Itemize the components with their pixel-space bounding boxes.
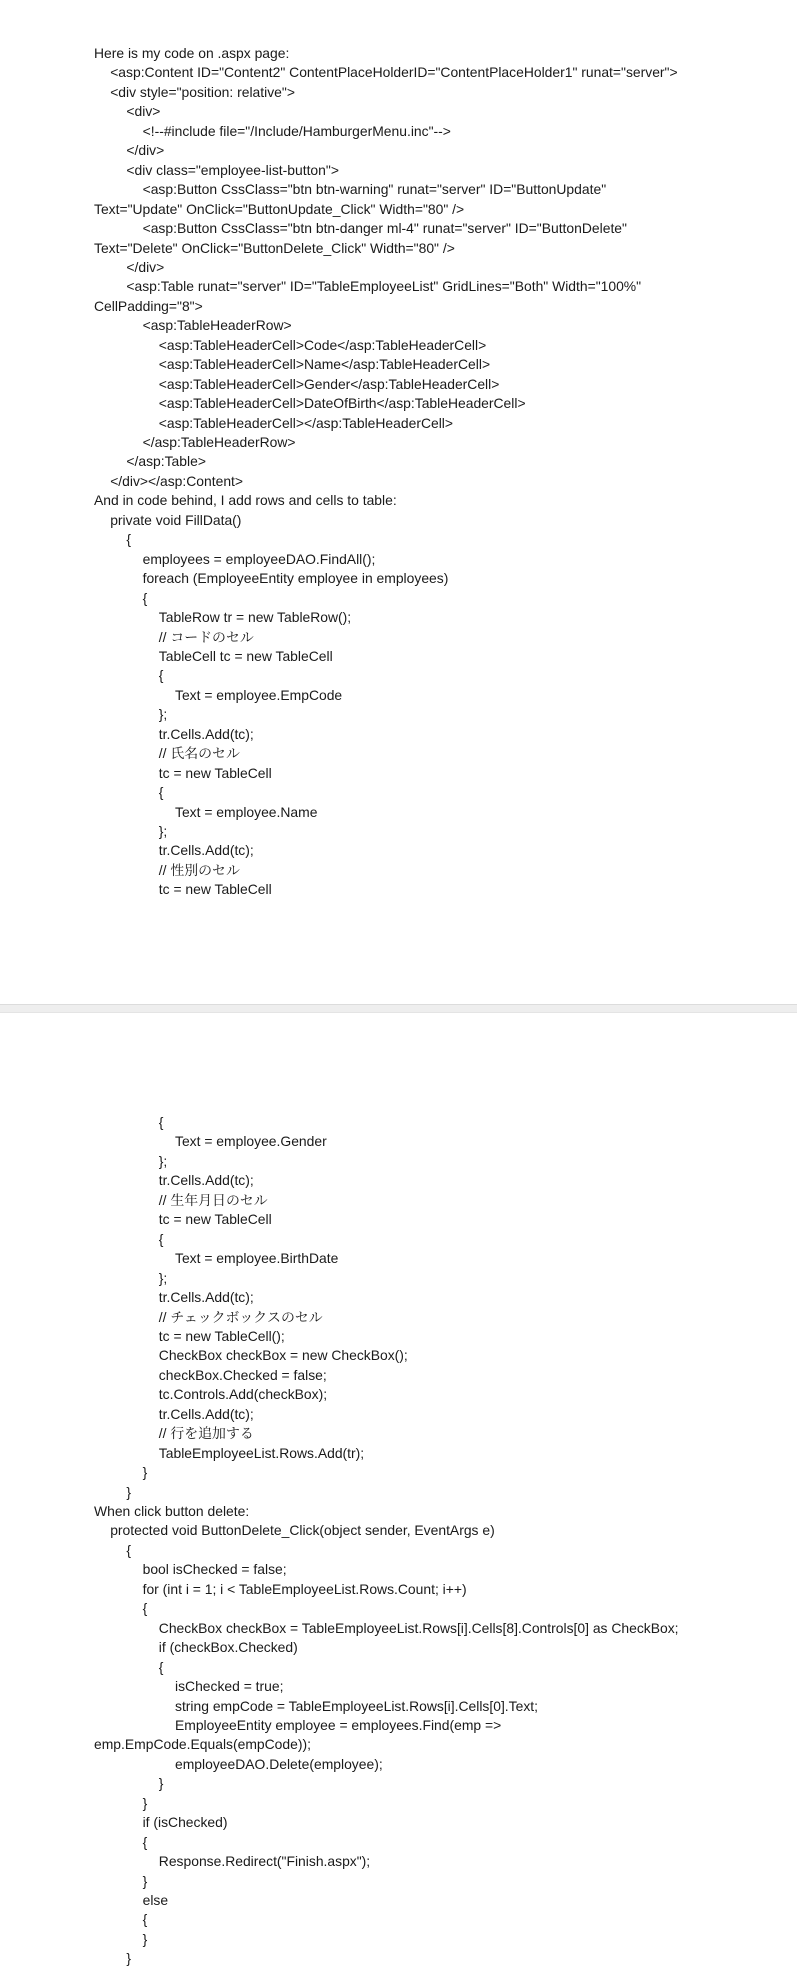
code-line: <asp:TableHeaderCell>DateOfBirth</asp:TableHeaderCell> [158,395,526,412]
code-line: emp.EmpCode.Equals(empCode)); [94,1736,311,1753]
code-line: isChecked = true; [175,1678,284,1695]
code-line: <div style="position: relative"> [110,83,295,100]
code-line: tr.Cells.Add(tc); [158,725,254,742]
code-line: Text = employee.Name [175,803,318,820]
code-line: Text = employee.Gender [175,1133,327,1150]
code-line: <asp:TableHeaderCell>Gender</asp:TableHeaderCell> [158,375,500,392]
code-line: string empCode = TableEmployeeList.Rows[i].Cells[0].Text; [175,1697,538,1714]
code-line: CheckBox checkBox = new CheckBox(); [158,1347,408,1364]
code-line: <asp:TableHeaderCell>Name</asp:TableHeaderCell> [158,356,491,373]
code-line: <asp:TableHeaderRow> [142,317,292,334]
code-line: // コードのセル [158,628,254,645]
code-line: </asp:Table> [126,453,206,470]
code-line: }; [158,823,168,839]
code-line: }; [158,1152,168,1169]
code-line: Text = employee.BirthDate [175,1250,339,1267]
code-line: <asp:TableHeaderCell>Code</asp:TableHeaderCell> [158,336,487,353]
document-page-2 [0,1013,797,1980]
code-line: { [158,784,164,801]
code-line: <div> [126,103,161,120]
page-divider [0,1004,797,1013]
code-line: { [126,531,132,548]
code-line: // 性別のセル [158,861,240,878]
code-line: foreach (EmployeeEntity employee in employees) [142,570,449,587]
code-line: else [142,1892,169,1908]
code-line: }; [158,706,168,723]
code-line: TableCell tc = new TableCell [158,647,333,664]
code-line: <asp:TableHeaderCell></asp:TableHeaderCell> [158,414,454,431]
code-line: <asp:Table runat="server" ID="TableEmployeeList" GridLines="Both" Width="100%" [126,278,642,295]
code-line: tc = new TableCell(); [158,1327,285,1344]
code-line: Here is my code on .aspx page: [94,45,290,61]
code-line: <asp:Button CssClass="btn btn-warning" runat="server" ID="ButtonUpdate" [142,181,607,198]
code-line: When click button delete: [94,1503,250,1519]
code-line: } [142,1794,148,1811]
code-line: TableRow tr = new TableRow(); [158,609,352,626]
code-line: tc = new TableCell [158,881,272,898]
code-line: employees = employeeDAO.FindAll(); [142,550,376,567]
code-line: And in code behind, I add rows and cells to table: [94,492,397,509]
code-line: tr.Cells.Add(tc); [158,842,254,859]
code-line: } [142,1872,148,1889]
code-line: private void FillData() [110,511,242,528]
code-line: tr.Cells.Add(tc); [158,1405,254,1422]
code-line: // 生年月日のセル [158,1191,268,1208]
code-line: <asp:Button CssClass="btn btn-danger ml-4" runat="server" ID="ButtonDelete" [142,220,627,237]
code-line: </div></asp:Content> [110,472,244,489]
code-line: </div> [126,258,165,275]
code-line: <div class="employee-list-button"> [126,161,339,178]
code-line: // 行を追加する [158,1425,254,1442]
code-line: if (isChecked) [142,1814,228,1831]
code-line: { [158,1114,164,1130]
code-line: Text="Delete" OnClick="ButtonDelete_Click" Width="80" /> [94,239,455,256]
code-line: tr.Cells.Add(tc); [158,1172,254,1189]
code-line: Response.Redirect("Finish.aspx"); [158,1853,371,1870]
code-line: CellPadding="8"> [94,297,203,314]
code-line: } [126,1483,132,1500]
code-line: } [126,1950,132,1967]
code-line: { [142,1833,148,1850]
code-line: // 氏名のセル [158,745,240,762]
code-line: { [158,1658,164,1675]
code-line: } [158,1775,164,1792]
code-line: tc = new TableCell [158,764,272,781]
code-line: tr.Cells.Add(tc); [158,1289,254,1306]
code-line: } [142,1930,148,1947]
code-line: Text="Update" OnClick="ButtonUpdate_Click" Width="80" /> [94,200,465,217]
code-line: employeeDAO.Delete(employee); [175,1755,383,1772]
code-line: }; [158,1269,168,1286]
code-line: for (int i = 1; i < TableEmployeeList.Rows.Count; i++) [142,1580,467,1597]
code-line: } [142,1464,148,1481]
code-line: { [142,589,148,606]
code-line: bool isChecked = false; [142,1561,287,1578]
code-line: <asp:Content ID="Content2" ContentPlaceHolderID="ContentPlaceHolder1" runat="server"> [110,64,678,81]
code-line: if (checkBox.Checked) [158,1639,298,1656]
code-line: </asp:TableHeaderRow> [142,434,296,450]
code-line: <!--#include file="/Include/HamburgerMenu.inc"--> [142,122,451,139]
code-line: Text = employee.EmpCode [175,686,343,703]
code-line: tc.Controls.Add(checkBox); [158,1386,328,1403]
code-line: { [158,1230,164,1247]
code-line: { [126,1541,132,1558]
code-line: TableEmployeeList.Rows.Add(tr); [158,1444,365,1461]
code-line: checkBox.Checked = false; [158,1366,327,1383]
code-line: { [142,1911,148,1928]
code-line: { [158,667,164,684]
code-line: CheckBox checkBox = TableEmployeeList.Rows[i].Cells[8].Controls[0] as CheckBox; [158,1619,679,1636]
code-line: { [142,1600,148,1617]
code-line: protected void ButtonDelete_Click(object sender, EventArgs e) [110,1522,495,1539]
code-line: EmployeeEntity employee = employees.Find(emp => [175,1716,502,1733]
code-line: // チェックボックスのセル [158,1308,323,1325]
code-line: </div> [126,142,165,159]
code-line: tc = new TableCell [158,1211,272,1228]
